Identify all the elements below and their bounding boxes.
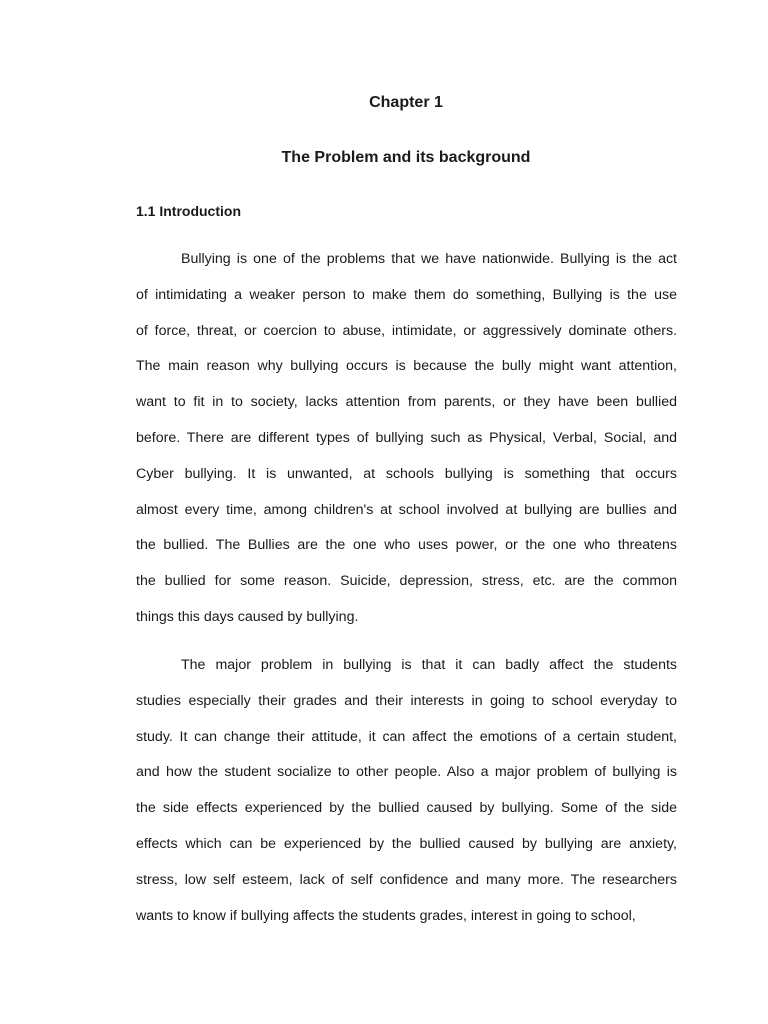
chapter-title: The Problem and its background bbox=[281, 149, 531, 166]
paragraph-line: study. It can change their attitude, it can affect the emotions of a certain student, bbox=[136, 728, 677, 745]
chapter-number: Chapter 1 bbox=[369, 94, 443, 111]
paragraph-line: the side effects experienced by the bullied caused by bullying. Some of the side bbox=[136, 800, 677, 817]
paragraph-line: Cyber bullying. It is unwanted, at schools bullying is something that occurs bbox=[136, 465, 677, 482]
paragraph-introduction-1 bbox=[136, 249, 677, 643]
paragraph-line: of force, threat, or coercion to abuse, intimidate, or aggressively dominate others. bbox=[136, 322, 677, 339]
paragraph-line: things this days caused by bullying. bbox=[136, 608, 359, 625]
paragraph-line: Bullying is one of the problems that we have nationwide. Bullying is the act bbox=[181, 251, 677, 267]
paragraph-line: almost every time, among children's at school involved at bullying are bullies and bbox=[136, 501, 677, 518]
paragraph-line: effects which can be experienced by the bullied caused by bullying are anxiety, bbox=[136, 835, 677, 852]
paragraph-line: the bullied for some reason. Suicide, depression, stress, etc. are the common bbox=[136, 573, 677, 590]
paragraph-line: wants to know if bullying affects the students grades, interest in going to school, bbox=[136, 907, 636, 924]
paragraph-line: stress, low self esteem, lack of self confidence and many more. The researchers bbox=[136, 871, 677, 888]
paragraph-line: The main reason why bullying occurs is because the bully might want attention, bbox=[136, 358, 677, 375]
paragraph-line: of intimidating a weaker person to make them do something, Bullying is the use bbox=[136, 286, 677, 303]
paragraph-line: before. There are different types of bullying such as Physical, Verbal, Social, and bbox=[136, 429, 677, 446]
paragraph-introduction-2 bbox=[136, 655, 677, 941]
paragraph-line: studies especially their grades and their interests in going to school everyday to bbox=[136, 692, 677, 709]
section-heading: 1.1 Introduction bbox=[136, 203, 241, 219]
paragraph-line: want to fit in to society, lacks attention from parents, or they have been bullied bbox=[136, 394, 677, 411]
paragraph-line: and how the student socialize to other people. Also a major problem of bullying is bbox=[136, 764, 677, 781]
paragraph-line: the bullied. The Bullies are the one who uses power, or the one who threatens bbox=[136, 537, 677, 554]
paragraph-line: The major problem in bullying is that it can badly affect the students bbox=[181, 657, 677, 673]
